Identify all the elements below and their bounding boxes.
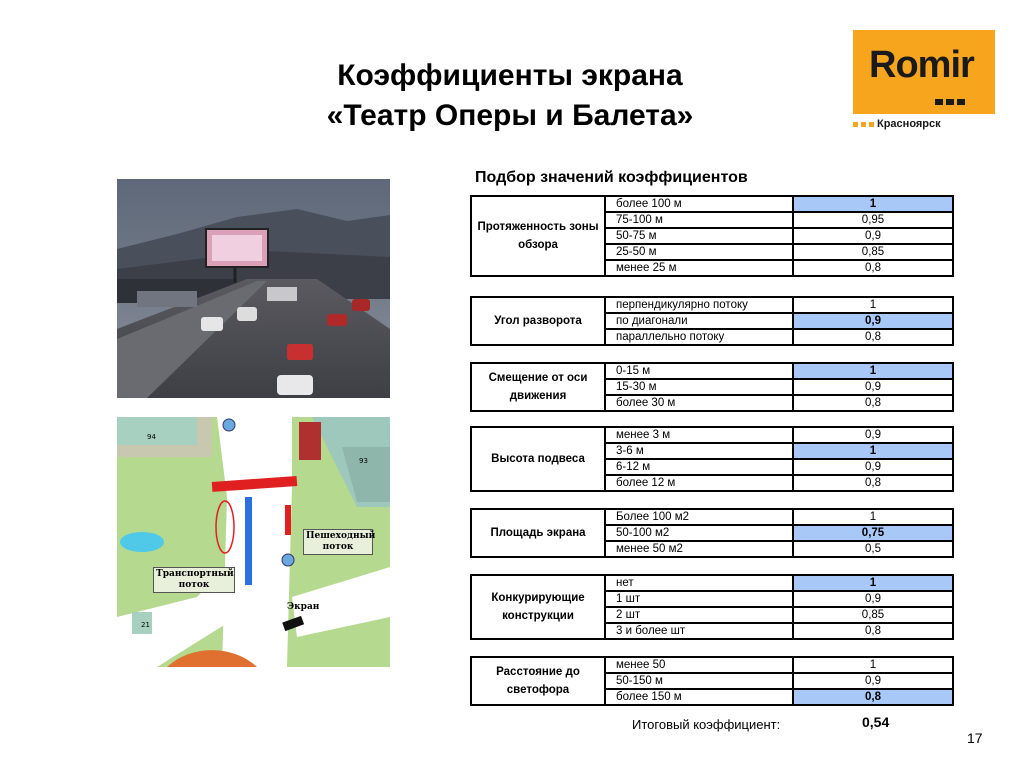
- table-row: [471, 509, 953, 525]
- slide-title-line1: Коэффициенты экрана: [337, 59, 683, 92]
- option-cell: 0-15 м: [605, 363, 793, 379]
- map-num-93: 93: [359, 457, 368, 465]
- option-cell: 50-100 м2: [605, 525, 793, 541]
- value-cell: 0,5: [793, 541, 953, 557]
- selected-value-cell: 1: [793, 443, 953, 459]
- option-cell: перпендикулярно потоку: [605, 297, 793, 313]
- table-subtitle: Подбор значений коэффициентов: [475, 169, 748, 186]
- category-cell: Конкурирующие конструкции: [471, 575, 605, 639]
- value-cell: 0,9: [793, 228, 953, 244]
- option-cell: 15-30 м: [605, 379, 793, 395]
- value-cell: 0,9: [793, 459, 953, 475]
- value-cell: 0,8: [793, 475, 953, 491]
- selected-value-cell: 1: [793, 196, 953, 212]
- option-cell: 3 и более шт: [605, 623, 793, 639]
- option-cell: параллельно потоку: [605, 329, 793, 345]
- category-cell: Протяженность зоны обзора: [471, 196, 605, 276]
- value-cell: 0,8: [793, 329, 953, 345]
- option-cell: 2 шт: [605, 607, 793, 623]
- map-label-screen: Экран: [287, 602, 320, 612]
- category-cell: Высота подвеса: [471, 427, 605, 491]
- value-cell: 1: [793, 297, 953, 313]
- category-cell: Расстояние до светофора: [471, 657, 605, 705]
- value-cell: 0,9: [793, 379, 953, 395]
- total-label: Итоговый коэффициент:: [632, 717, 781, 732]
- value-cell: 0,9: [793, 591, 953, 607]
- table-row: [471, 427, 953, 443]
- value-cell: 1: [793, 509, 953, 525]
- value-cell: 0,85: [793, 607, 953, 623]
- value-cell: 0,95: [793, 212, 953, 228]
- site-map: [117, 417, 390, 667]
- map-num-21: 21: [141, 621, 150, 629]
- coefficient-table: [470, 656, 954, 706]
- option-cell: 1 шт: [605, 591, 793, 607]
- value-cell: 0,8: [793, 623, 953, 639]
- street-photo: [117, 179, 390, 398]
- option-cell: более 100 м: [605, 196, 793, 212]
- coefficient-table: [470, 296, 954, 346]
- map-num-94: 94: [147, 433, 156, 441]
- value-cell: 1: [793, 657, 953, 673]
- category-cell: Угол разворота: [471, 297, 605, 345]
- option-cell: менее 50: [605, 657, 793, 673]
- option-cell: 75-100 м: [605, 212, 793, 228]
- table-row: [471, 196, 953, 212]
- coefficient-table: [470, 574, 954, 640]
- page-number: 17: [967, 730, 983, 746]
- option-cell: 6-12 м: [605, 459, 793, 475]
- table-row: [471, 657, 953, 673]
- coefficient-table: [470, 195, 954, 277]
- selected-value-cell: 0,75: [793, 525, 953, 541]
- logo-city-label: Красноярск: [877, 118, 941, 130]
- value-cell: 0,9: [793, 427, 953, 443]
- logo-brand: Romir: [869, 44, 974, 86]
- coefficient-table: [470, 362, 954, 412]
- value-cell: 0,85: [793, 244, 953, 260]
- option-cell: по диагонали: [605, 313, 793, 329]
- table-row: [471, 297, 953, 313]
- category-cell: Смещение от оси движения: [471, 363, 605, 411]
- selected-value-cell: 1: [793, 575, 953, 591]
- logo-dots-icon: [935, 92, 969, 98]
- selected-value-cell: 0,9: [793, 313, 953, 329]
- option-cell: более 30 м: [605, 395, 793, 411]
- table-row: [471, 575, 953, 591]
- coefficient-table: [470, 508, 954, 558]
- value-cell: 0,8: [793, 260, 953, 276]
- option-cell: 50-75 м: [605, 228, 793, 244]
- option-cell: Более 100 м2: [605, 509, 793, 525]
- map-label-traffic: Транспортный поток: [153, 567, 235, 593]
- option-cell: менее 25 м: [605, 260, 793, 276]
- romir-logo: [853, 30, 995, 114]
- option-cell: менее 50 м2: [605, 541, 793, 557]
- slide-title: [200, 56, 820, 136]
- coefficient-table: [470, 426, 954, 492]
- slide-title-line2: «Театр Оперы и Балета»: [326, 99, 694, 132]
- option-cell: 50-150 м: [605, 673, 793, 689]
- option-cell: 3-6 м: [605, 443, 793, 459]
- map-label-pedestrian: Пешеходный поток: [303, 529, 373, 555]
- option-cell: менее 3 м: [605, 427, 793, 443]
- option-cell: нет: [605, 575, 793, 591]
- value-cell: 0,8: [793, 395, 953, 411]
- table-row: [471, 363, 953, 379]
- option-cell: 25-50 м: [605, 244, 793, 260]
- total-value: 0,54: [862, 714, 890, 730]
- option-cell: более 150 м: [605, 689, 793, 705]
- logo-city: [853, 118, 941, 130]
- category-cell: Площадь экрана: [471, 509, 605, 557]
- option-cell: более 12 м: [605, 475, 793, 491]
- value-cell: 0,9: [793, 673, 953, 689]
- selected-value-cell: 1: [793, 363, 953, 379]
- selected-value-cell: 0,8: [793, 689, 953, 705]
